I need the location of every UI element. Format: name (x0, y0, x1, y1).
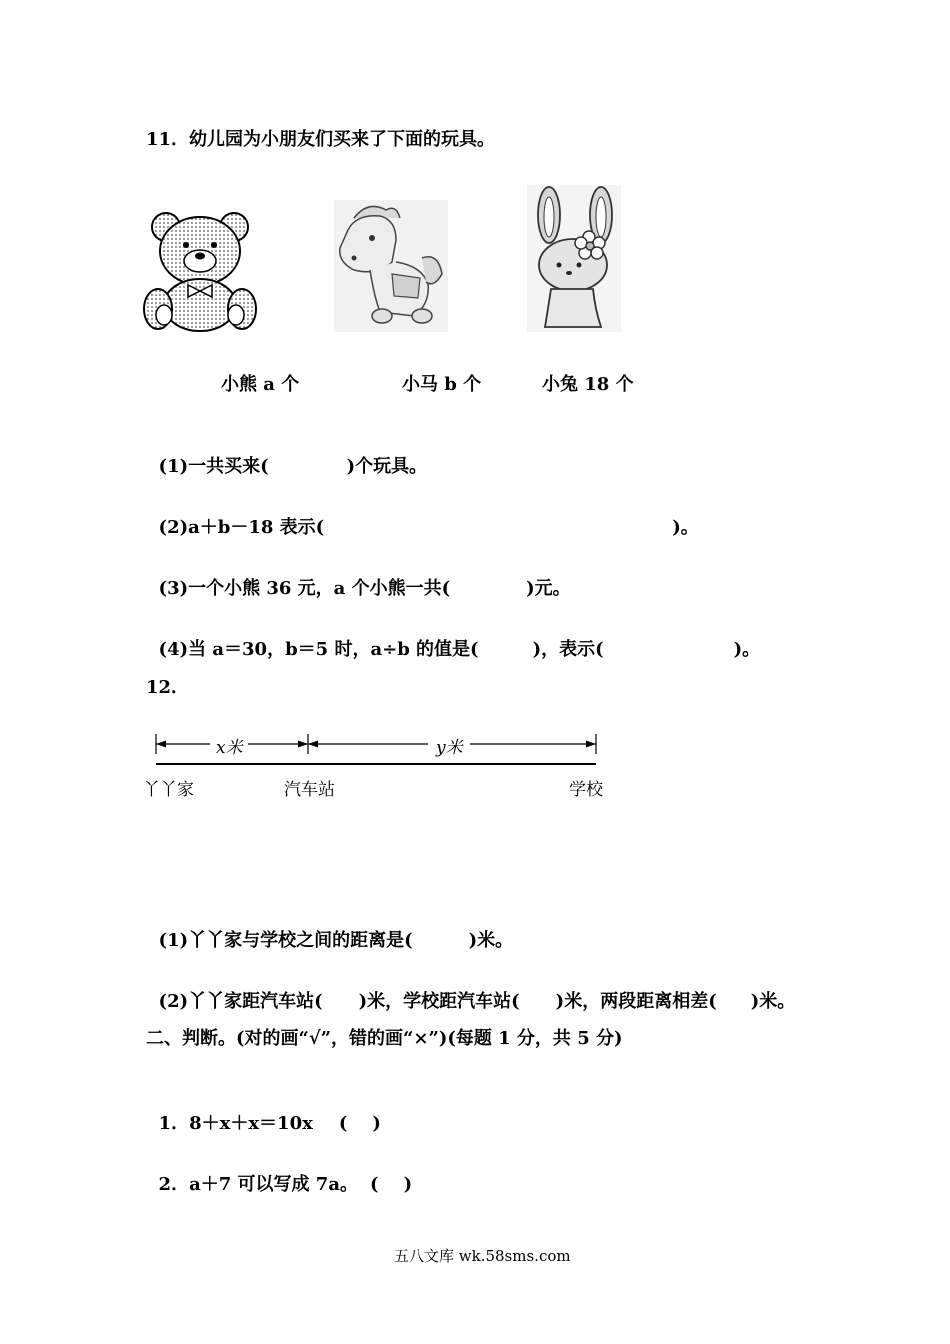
q11-item-2-post: )。 (672, 517, 699, 538)
judge-item-2 (146, 1149, 412, 1197)
judge-item-1 (146, 1088, 381, 1136)
section2-heading: 二、判断。(对的画“√”，错的画“×”)(每题 1 分，共 5 分) (146, 1028, 623, 1049)
footer-watermark: 五八文库 wk.58sms.com (394, 1247, 571, 1265)
q11-item-2-pre: (2)a＋b－18 表示( (158, 517, 325, 538)
q11-item-2 (146, 492, 699, 540)
segment-y-label: y米 (436, 738, 463, 758)
q12-item-1 (146, 905, 513, 953)
q11-item-3-pre: (3)一个小熊 36 元，a 个小熊一共( (158, 578, 451, 599)
q12-item-1-post: )米。 (468, 930, 514, 951)
point-bus-station: 汽车站 (284, 780, 335, 800)
rabbit-image (527, 185, 621, 332)
q11-item-3-post: )元。 (526, 578, 571, 599)
q12-item-2 (146, 966, 795, 1014)
q11-item-4-pre: (4)当 a＝30，b＝5 时，a÷b 的值是( (158, 639, 479, 660)
point-home: 丫丫家 (143, 780, 194, 800)
q11-item-1 (146, 431, 427, 479)
judge-item-2-bracket[interactable]: ( ) (369, 1174, 413, 1195)
q11-title: 11．幼儿园为小朋友们买来了下面的玩具。 (146, 129, 496, 150)
judge-item-1-bracket[interactable]: ( ) (338, 1113, 381, 1134)
q12-item-2-pre: (2)丫丫家距汽车站( (158, 991, 323, 1012)
q12-item-2-post: )米。 (750, 991, 796, 1012)
q12-item-2-mid1: )米，学校距汽车站( (358, 991, 520, 1012)
caption-horse: 小马 b 个 (402, 374, 482, 395)
caption-bear: 小熊 a 个 (221, 374, 300, 395)
q12-item-2-mid2: )米，两段距离相差( (555, 991, 717, 1012)
q11-item-4-post: )。 (733, 639, 761, 660)
judge-item-2-text: 2．a＋7 可以写成 7a。 (158, 1174, 358, 1195)
judge-item-1-text: 1．8＋x＋x＝10x (158, 1113, 313, 1134)
caption-rabbit: 小兔 18 个 (542, 374, 634, 395)
point-school: 学校 (569, 780, 603, 800)
q12-item-1-pre: (1)丫丫家与学校之间的距离是( (158, 930, 413, 951)
q11-item-4-mid: )，表示( (532, 639, 604, 660)
q11-item-1-pre: (1)一共买来( (158, 456, 269, 477)
q11-item-4 (146, 614, 760, 662)
horse-image (334, 200, 448, 332)
q11-item-3 (146, 553, 571, 601)
segment-x-label: x米 (216, 738, 243, 758)
q11-item-1-post: )个玩具。 (346, 456, 428, 477)
bear-image (138, 205, 262, 335)
q12-title: 12． (146, 677, 190, 698)
